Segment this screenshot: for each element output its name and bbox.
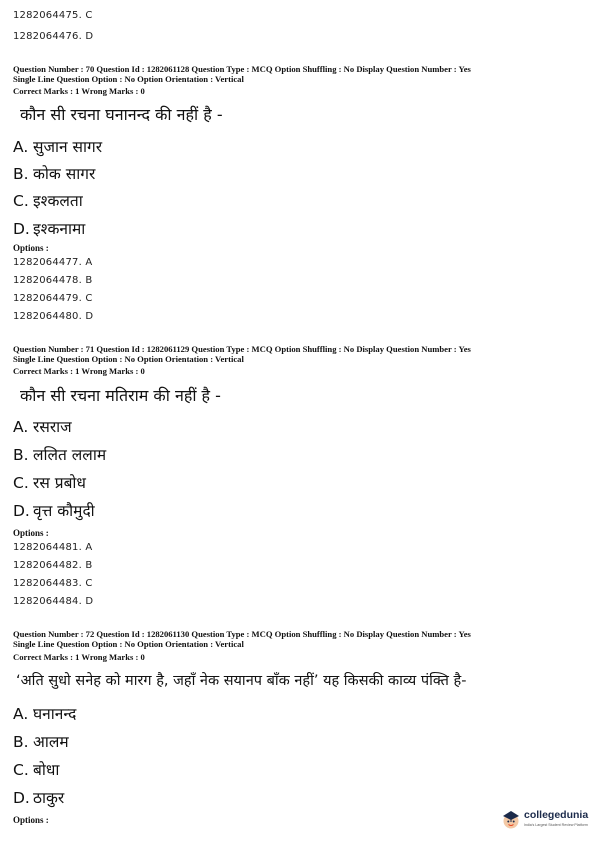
- choice-d: [13, 499, 95, 521]
- option-id: 1282064477. A: [13, 257, 93, 268]
- question-meta-line: Question Number : 72 Question Id : 1282061130 Question Type : MCQ Option Shuffling : No Display Question Number : Yes: [13, 629, 471, 639]
- choice-text: रस प्रबोध: [33, 474, 86, 492]
- option-id: 1282064484. D: [13, 596, 94, 607]
- choice-text: कोक सागर: [33, 165, 96, 183]
- choice-text: बोधा: [33, 761, 60, 779]
- options-label: Options :: [13, 528, 49, 538]
- choice-a: [13, 135, 102, 157]
- choice-letter: B.: [13, 165, 29, 183]
- choice-text: वृत्त कौमुदी: [33, 502, 95, 520]
- choice-d: [13, 217, 85, 239]
- choice-letter: D.: [13, 789, 30, 807]
- choice-b: [13, 730, 69, 752]
- choice-text: इश्कलता: [33, 192, 83, 210]
- option-id: 1282064482. B: [13, 560, 93, 571]
- collegedunia-logo[interactable]: [500, 806, 592, 832]
- question-marks: Correct Marks : 1 Wrong Marks : 0: [13, 366, 145, 376]
- choice-letter: A.: [13, 705, 29, 723]
- question-meta-line: Single Line Question Option : No Option Orientation : Vertical: [13, 639, 244, 649]
- choice-text: सुजान सागर: [33, 138, 103, 156]
- student-mascot-icon: [500, 808, 522, 830]
- choice-letter: C.: [13, 474, 29, 492]
- question-meta-line: Question Number : 71 Question Id : 1282061129 Question Type : MCQ Option Shuffling : No Display Question Number : Yes: [13, 344, 471, 354]
- options-label: Options :: [13, 243, 49, 253]
- choice-letter: B.: [13, 446, 29, 464]
- question-text: कौन सी रचना मतिराम की नहीं है -: [20, 386, 221, 405]
- option-id: 1282064483. C: [13, 578, 93, 589]
- choice-a: [13, 415, 72, 437]
- question-meta-line: Single Line Question Option : No Option Orientation : Vertical: [13, 74, 244, 84]
- choice-letter: B.: [13, 733, 29, 751]
- choice-a: [13, 702, 76, 724]
- option-id: 1282064475. C: [13, 10, 93, 21]
- choice-text: रसराज: [33, 418, 72, 436]
- option-id: 1282064481. A: [13, 542, 93, 553]
- choice-c: [13, 471, 86, 493]
- choice-text: ठाकुर: [33, 789, 65, 807]
- question-text: कौन सी रचना घनानन्द की नहीं है -: [20, 105, 223, 124]
- option-id: 1282064479. C: [13, 293, 93, 304]
- choice-text: आलम: [33, 733, 69, 751]
- choice-text: ललित ललाम: [33, 446, 107, 464]
- option-id: 1282064476. D: [13, 31, 94, 42]
- logo-tagline: India's Largest Student Review Platform: [524, 823, 588, 827]
- choice-letter: C.: [13, 192, 29, 210]
- options-label: Options :: [13, 815, 49, 825]
- logo-wordmark: collegedunia: [524, 809, 589, 821]
- choice-b: [13, 443, 106, 465]
- question-meta-line: Single Line Question Option : No Option Orientation : Vertical: [13, 354, 244, 364]
- choice-b: [13, 162, 95, 184]
- option-id: 1282064478. B: [13, 275, 93, 286]
- question-marks: Correct Marks : 1 Wrong Marks : 0: [13, 86, 145, 96]
- choice-letter: D.: [13, 502, 30, 520]
- choice-letter: A.: [13, 138, 29, 156]
- question-meta-line: Question Number : 70 Question Id : 1282061128 Question Type : MCQ Option Shuffling : No Display Question Number : Yes: [13, 64, 471, 74]
- question-marks: Correct Marks : 1 Wrong Marks : 0: [13, 652, 145, 662]
- question-text: ‘अति सुधो सनेह को मारग है, जहाँ नेक सयानप बाँक नहीं’ यह किसकी काव्य पंक्ति है-: [16, 673, 467, 689]
- choice-c: [13, 189, 83, 211]
- choice-text: घनानन्द: [33, 705, 77, 723]
- choice-letter: D.: [13, 220, 30, 238]
- choice-d: [13, 786, 64, 808]
- choice-c: [13, 758, 59, 780]
- choice-letter: A.: [13, 418, 29, 436]
- option-id: 1282064480. D: [13, 311, 94, 322]
- choice-text: इश्कनामा: [33, 220, 86, 238]
- choice-letter: C.: [13, 761, 29, 779]
